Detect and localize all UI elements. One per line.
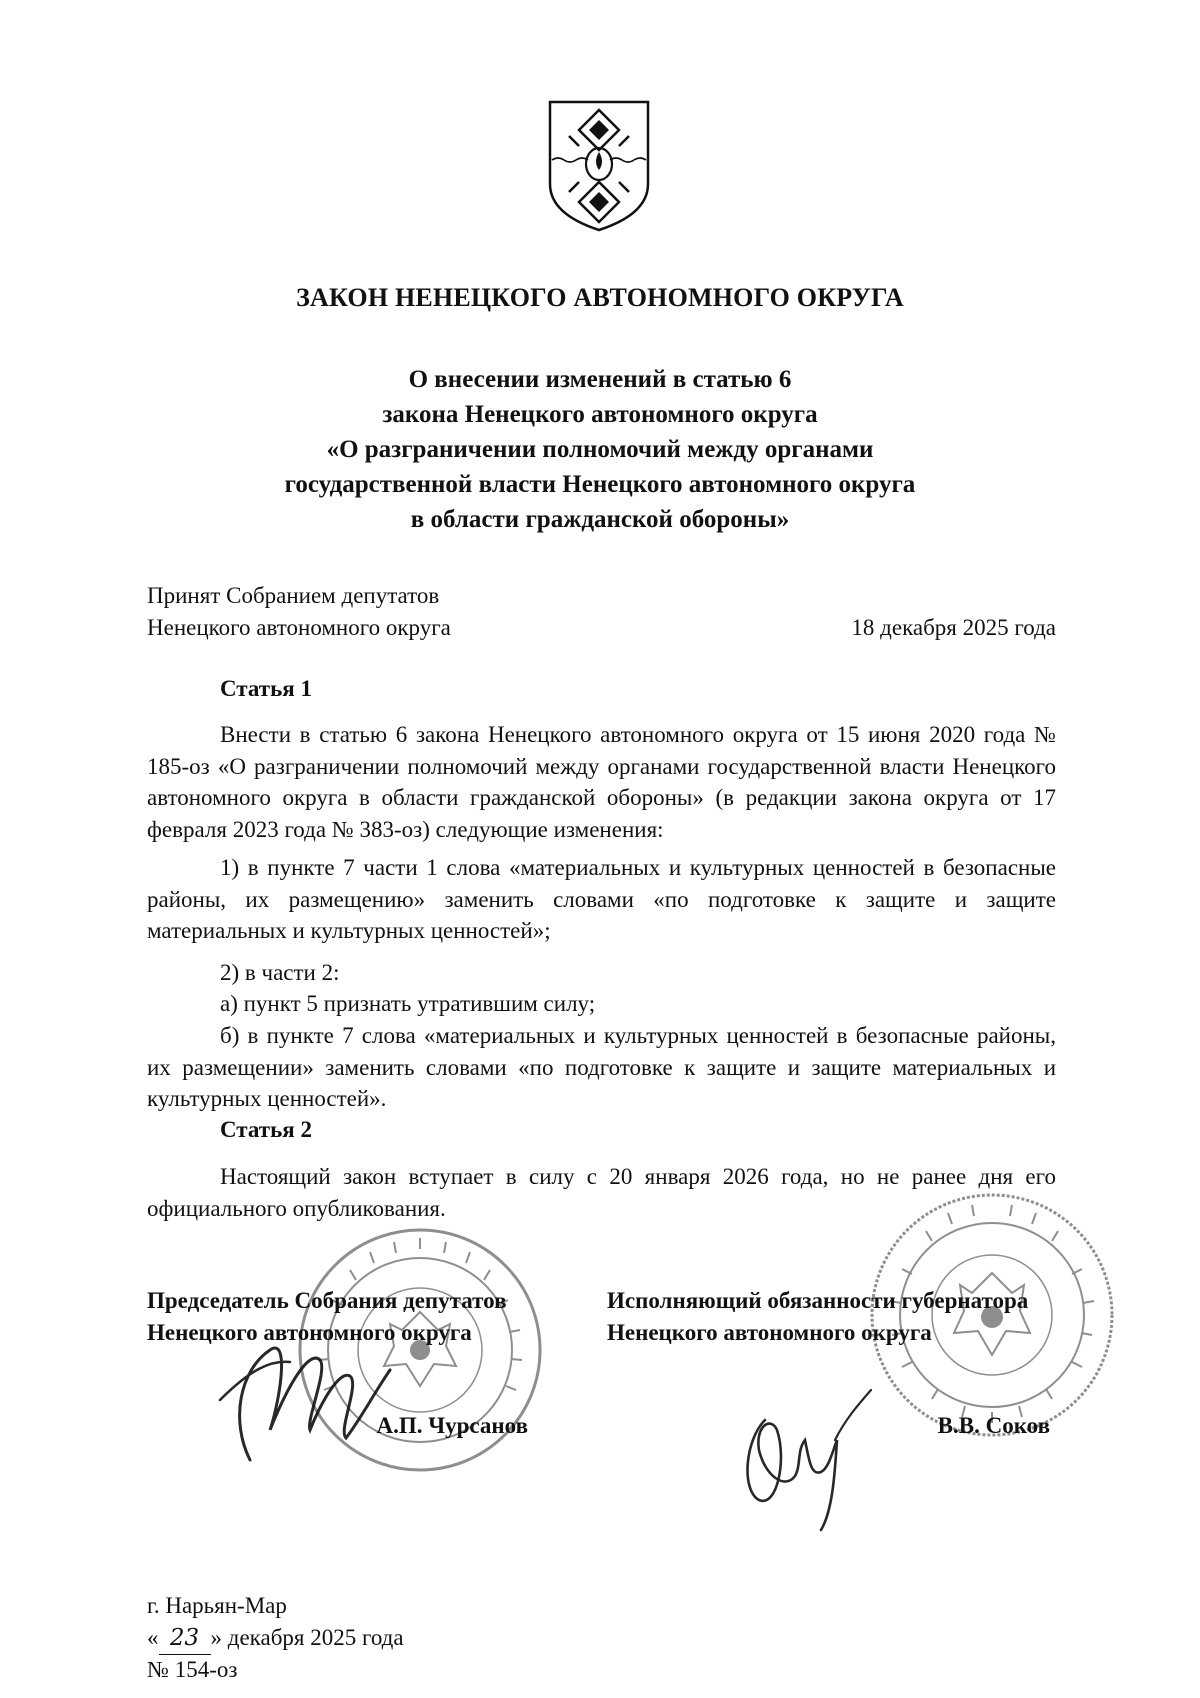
place-of-signing: г. Нарьян-Мар — [147, 1593, 287, 1618]
article-2-heading: Статья 2 — [220, 1117, 312, 1142]
document-title: ЗАКОН НЕНЕЦКОГО АВТОНОМНОГО ОКРУГА — [296, 283, 904, 312]
signatory-title-line: Ненецкого автономного округа — [607, 1320, 932, 1345]
signing-date — [147, 1622, 404, 1655]
article-1-item-1: 1) в пункте 7 части 1 слова «материальных и культурных ценностей в безопасные районы, их размещению» заменить словами «по подготовке к защите и защите материальных и культурных ценностей»; — [147, 855, 1056, 943]
article-1-heading: Статья 1 — [220, 676, 312, 701]
document-subtitle — [0, 362, 1200, 537]
article-1-intro: Внести в статью 6 закона Ненецкого автономного округа от 15 июня 2020 года № 185-оз «О разграничении полномочий между органами государственной власти Ненецкого автономного округа в области гражданской обороны» (в редакции закона округа от 17 февраля 2023 года № 383-оз) следующие изменения: — [147, 722, 1056, 842]
signatory-title-line: Председатель Собрания депутатов — [147, 1288, 507, 1313]
coat-of-arms-icon — [544, 96, 654, 236]
handwritten-signature-icon — [725, 1380, 875, 1540]
signatory-name-governor: В.В. Соков — [937, 1413, 1050, 1438]
article-1-item-2: 2) в части 2: — [220, 960, 340, 985]
subtitle-line: «О разграничении полномочий между органами — [326, 436, 874, 463]
article-2-text: Настоящий закон вступает в силу с 20 января 2026 года, но не ранее дня его официального опубликования. — [147, 1164, 1056, 1221]
law-number: № 154-оз — [147, 1657, 238, 1682]
date-quote-open: « — [147, 1625, 159, 1650]
date-day-handwritten: 23 — [159, 1622, 211, 1655]
subtitle-line: закона Ненецкого автономного округа — [382, 401, 818, 428]
signature-block-governor — [607, 1285, 1028, 1349]
signatory-title-line: Исполняющий обязанности губернатора — [607, 1288, 1029, 1313]
signatory-title-line: Ненецкого автономного округа — [147, 1320, 472, 1345]
subtitle-line: в области гражданской обороны» — [410, 506, 790, 533]
article-1-item-2a: а) пункт 5 признать утратившим силу; — [220, 991, 596, 1016]
adoption-date: 18 декабря 2025 года — [851, 615, 1056, 640]
adoption-line: Ненецкого автономного округа — [147, 615, 451, 640]
subtitle-line: О внесении изменений в статью 6 — [408, 366, 792, 393]
handwritten-signature-icon — [210, 1310, 400, 1470]
signatory-name-chairman: А.П. Чурсанов — [376, 1413, 528, 1438]
date-rest: » декабря 2025 года — [210, 1625, 404, 1650]
article-1-item-2b: б) в пункте 7 слова «материальных и культурных ценностей в безопасные районы, их размещении» заменить словами «по подготовке к защите и защите материальных и культурных ценностей». — [147, 1023, 1056, 1111]
adoption-line: Принят Собранием депутатов — [147, 583, 440, 608]
subtitle-line: государственной власти Ненецкого автономного округа — [284, 471, 916, 498]
